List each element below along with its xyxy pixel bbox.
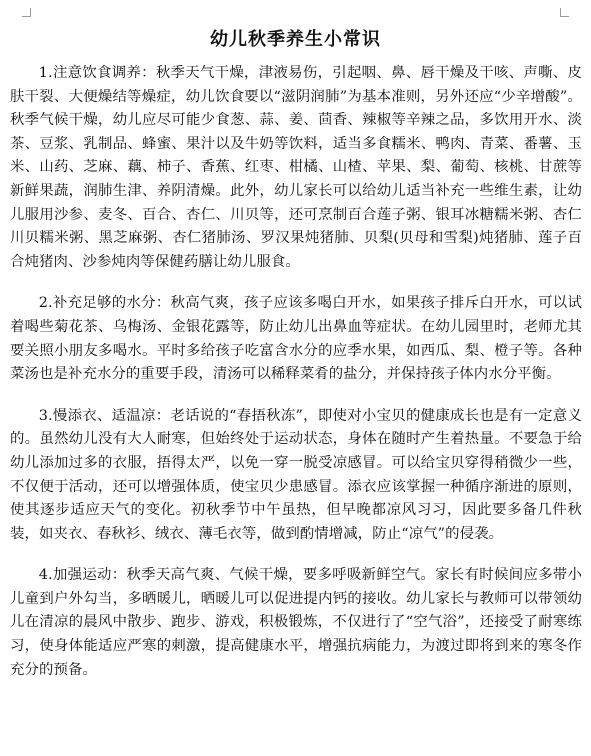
page-corner-mark-right <box>560 8 569 17</box>
page-corner-mark-left <box>22 8 31 17</box>
paragraph-water: 2.补充足够的水分：秋高气爽，孩子应该多喝白开水，如果孩子排斥白开水，可以试着喝些菊花茶、乌梅汤、金银花露等，防止幼儿出鼻血等症状。在幼儿园里时，老师尤其要关照小朋友多喝水。平时多给孩子吃富含水分的应季水果，如西瓜、梨、橙子等。各种菜汤也是补充水分的重要手段，清汤可以稀释菜肴的盐分，并保持孩子体内水分平衡。 <box>10 295 582 383</box>
document-body <box>10 62 582 700</box>
paragraph-diet: 1.注意饮食调养：秋季天气干燥，津液易伤，引起咽、鼻、唇干燥及干咳、声嘶、皮肤干裂、大便燥结等燥症，幼儿饮食要以“滋阴润肺”为基本准则，另外还应“少辛增酸”。秋季气候干燥，幼儿应尽可能少食葱、蒜、姜、茴香、辣椒等辛辣之品，多饮用开水、淡茶、豆浆、乳制品、蜂蜜、果汁以及牛奶等饮料，适当多食糯米、鸭肉、青菜、番薯、玉米、山药、芝麻、藕、柿子、香蕉、红枣、柑橘、山楂、苹果、梨、葡萄、核桃、甘蔗等新鲜果蔬，润肺生津、养阴清燥。此外，幼儿家长可以给幼儿适当补充一些维生素，让幼儿服用沙参、麦冬、百合、杏仁、川贝等，还可烹制百合莲子粥、银耳冰糖糯米粥、杏仁川贝糯米粥、黑芝麻粥、杏仁猪肺汤、罗汉果炖猪肺、贝梨(贝母和雪梨)炖猪肺、莲子百合炖猪肉、沙参炖肉等保健药膳让幼儿服食。 <box>10 65 582 270</box>
paragraph-clothing: 3.慢添衣、适温凉：老话说的“春捂秋冻”，即使对小宝贝的健康成长也是有一定意义的。虽然幼儿没有大人耐寒，但始终处于运动状态，身体在随时产生着热量。不要急于给幼儿添加过多的衣服，捂得太严，以免一穿一脱受凉感冒。可以给宝贝穿得稍微少一些，不仅便于活动，还可以增强体质，使宝贝少患感冒。添衣应该掌握一种循序渐进的原则，使其逐步适应天气的变化。初秋季节中午虽热，但早晚都凉风习习，因此要多备几件秋装，如夹衣、春秋衫、绒衣、薄毛衣等，做到酌情增减，防止“凉气”的侵袭。 <box>10 407 582 542</box>
document-title: 幼儿秋季养生小常识 <box>210 29 381 50</box>
paragraph-exercise: 4.加强运动：秋季天高气爽、气候干燥，要多呼吸新鲜空气。家长有时候间应多带小儿童到户外勾当，多晒暖儿，晒暖儿可以促进提内钙的接收。幼儿家长与教师可以带领幼儿在清凉的晨风中散步、跑步、游戏，积极锻炼，不仅进行了“空气浴”，还接受了耐寒练习，使身体能适应严寒的刺激，提高健康水平，增强抗病能力，为渡过即将到来的寒冬作充分的预备。 <box>10 567 582 678</box>
